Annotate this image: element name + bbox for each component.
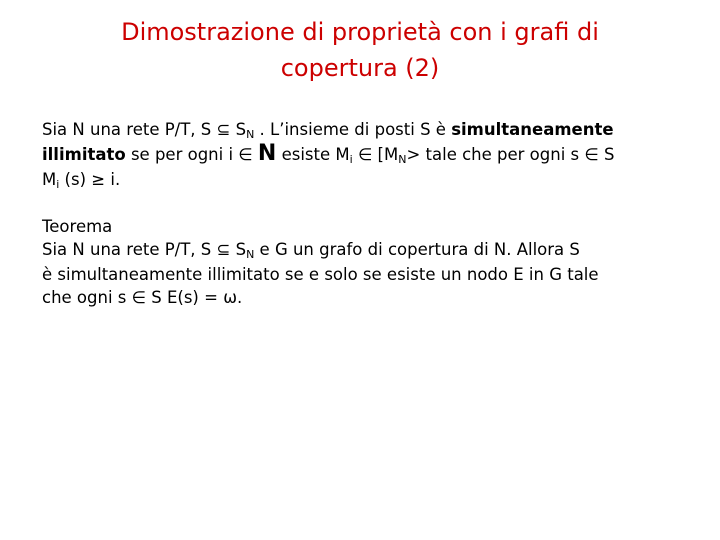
bold-illimitato: illimitato [42,145,126,164]
subscript-i: i [56,178,60,191]
natural-numbers-symbol: N [257,141,277,166]
def-text-10: M [42,170,57,189]
thm-text-3: e G un grafo di copertura di N. Allora S [254,240,580,259]
def-text-4: se per ogni i [125,145,239,164]
title-line-1: Dimostrazione di proprietà con i grafi di [121,18,599,46]
element-of-symbol: ∈ [357,145,373,164]
subset-symbol: ⊆ [216,120,231,139]
thm-text-1: Sia N una rete P/T, S [42,240,217,259]
def-text-5: esiste M [276,145,350,164]
theorem-heading: Teorema [42,217,113,236]
def-text-8: > tale che per ogni s [406,145,585,164]
def-text-2: S [230,120,247,139]
slide-title [60,14,660,86]
thm-text-4: è simultaneamente illimitato se e solo se esiste un nodo E in G tale [42,265,599,284]
thm-text-7: . [237,288,243,307]
element-of-symbol: ∈ [131,288,146,307]
definition-paragraph [42,118,682,193]
def-text-7: [M [372,145,399,164]
def-text-1: Sia N una rete P/T, S [42,120,217,139]
thm-text-5: che ogni s [42,288,132,307]
subset-symbol: ⊆ [216,240,231,259]
thm-text-2: S [230,240,247,259]
subscript-n: N [246,128,255,141]
element-of-symbol: ∈ [584,145,599,164]
def-text-3: . L’insieme di posti S è [254,120,452,139]
spacer [42,193,682,215]
subscript-n: N [246,248,255,261]
bold-simultaneamente: simultaneamente [451,120,614,139]
omega-symbol: ω [223,288,238,307]
title-line-2: copertura (2) [280,54,440,82]
theorem-paragraph [42,215,682,309]
subscript-i: i [349,153,353,166]
element-of-symbol: ∈ [238,145,253,164]
thm-text-6: S E(s) = [146,288,224,307]
def-text-12: i. [105,170,121,189]
def-text-9: S [598,145,615,164]
slide-body [42,118,682,309]
subscript-n: N [398,153,407,166]
def-text-11: (s) [59,170,92,189]
greater-equal-symbol: ≥ [91,170,106,189]
